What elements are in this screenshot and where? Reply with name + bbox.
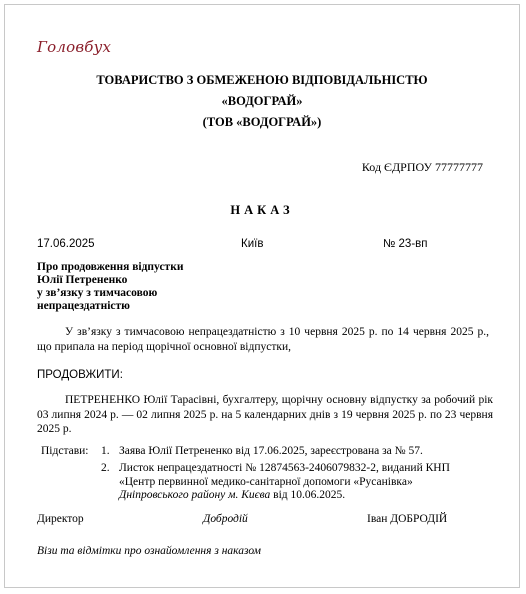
order-body-text: ПЕТРЕНЕНКО Юлії Тарасівні, бухгалтеру, щорічну основну відпустку за робочий рік 03 липня 2024 р. — 02 липня 2025 р. на 5 календарних днів з 19 червня 2025 р. по 23 червня 2025 р. [37,394,493,435]
grounds-item-italic: Дніпровського району м. Києва [119,489,271,501]
order-word: ПРОДОВЖИТИ: [37,369,123,381]
subject-line: непрацездатністю [37,300,130,312]
preamble-text: У зв’язку з тимчасовою непрацездатністю з 10 червня 2025 р. по 14 червня 2025 р., що припала на період щорічної основної відпустки, [37,326,489,353]
grounds-item-text [119,462,450,503]
order-number: № 23-вп [383,238,428,250]
subject-line: Юлії Петрененко [37,274,128,286]
org-name-line1: ТОВАРИСТВО З ОБМЕЖЕНОЮ ВІДПОВІДАЛЬНІСТЮ [96,73,428,87]
order-date: 17.06.2025 [37,238,95,250]
subject-line: у зв’язку з тимчасовою [37,287,158,299]
document-page [4,4,520,588]
edrpou-code: Код ЄДРПОУ 77777777 [361,160,483,174]
grounds-item-text: Заява Юлії Петрененко від 17.06.2025, зареєстрована за № 57. [119,445,423,457]
grounds-item-rest: від 10.06.2025. [270,489,346,501]
grounds-item-line: Листок непрацездатності № 12874563-2406079832-2, виданий КНП [119,462,450,474]
grounds-item-num: 2. [101,462,110,474]
grounds-item-line [119,489,450,503]
grounds-label: Підстави: [41,445,89,457]
grounds-item-num: 1. [101,445,110,457]
document-title: НАКАЗ [230,203,294,217]
company-logo: Головбух [37,38,112,56]
signature-sign: Добродій [203,513,248,525]
org-name-line3: (ТОВ «ВОДОГРАЙ») [202,115,322,129]
order-subject [37,261,183,313]
grounds-item-line: «Центр первинної медико-санітарної допомоги «Русанівка» [119,475,413,488]
order-city: Київ [241,238,264,250]
footer-note: Візи та відмітки про ознайомлення з наказом [37,545,261,557]
org-name-line2: «ВОДОГРАЙ» [221,94,303,108]
signature-position: Директор [37,513,84,525]
subject-line: Про продовження відпустки [37,261,184,273]
signature-name: Іван ДОБРОДІЙ [367,513,448,525]
